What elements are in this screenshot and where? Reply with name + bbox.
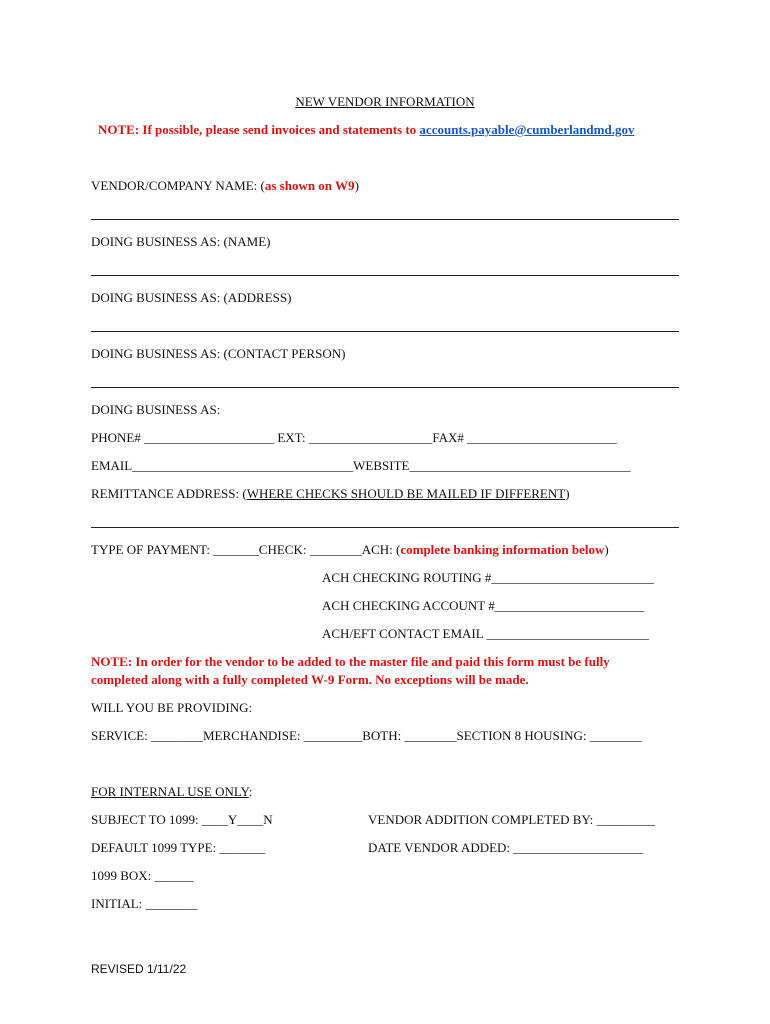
dba-address-label: DOING BUSINESS AS: (ADDRESS) — [91, 290, 292, 305]
providing-options-line[interactable]: SERVICE: ________MERCHANDISE: _________BOTH: ________SECTION 8 HOUSING: ________ — [91, 728, 642, 743]
vendor-name-hint: as shown on W9 — [264, 178, 355, 193]
vendor-name-close: ) — [354, 178, 359, 193]
payment-type-line[interactable] — [91, 542, 609, 558]
completion-note-line1: NOTE: In order for the vendor to be added to the master file and paid this form must be fully — [91, 654, 610, 669]
vendor-name-label — [91, 178, 359, 194]
revised-date: REVISED 1/11/22 — [91, 962, 187, 976]
ach-account-line[interactable]: ACH CHECKING ACCOUNT #_______________________ — [322, 598, 645, 613]
remittance-hint: WHERE CHECKS SHOULD BE MAILED IF DIFFERENT — [246, 486, 566, 501]
default-1099-line[interactable]: DEFAULT 1099 TYPE: _______ — [91, 840, 265, 855]
internal-use-heading — [91, 784, 252, 800]
dba-contact-blank[interactable] — [91, 387, 679, 388]
ach-routing-line[interactable]: ACH CHECKING ROUTING #_________________________ — [322, 570, 654, 585]
completion-note-line2: completed along with a fully completed W-9 Form. No exceptions will be made. — [91, 672, 529, 687]
remittance-close: ) — [565, 486, 570, 501]
remittance-blank[interactable] — [91, 527, 679, 528]
form-title: NEW VENDOR INFORMATION — [295, 94, 475, 109]
remittance-label — [91, 486, 570, 502]
payment-type-text: TYPE OF PAYMENT: _______CHECK: ________ACH: ( — [91, 542, 401, 557]
initial-line[interactable]: INITIAL: ________ — [91, 896, 198, 911]
vendor-name-blank[interactable] — [91, 219, 679, 220]
dba-name-blank[interactable] — [91, 275, 679, 276]
dba-name-label: DOING BUSINESS AS: (NAME) — [91, 234, 271, 249]
invoice-note-text: NOTE: If possible, please send invoices and statements to — [98, 122, 420, 137]
completed-by-line[interactable]: VENDOR ADDITION COMPLETED BY: _________ — [368, 812, 655, 827]
payment-type-close: ) — [604, 542, 609, 557]
internal-use-heading-text: FOR INTERNAL USE ONLY — [91, 784, 249, 799]
box-1099-line[interactable]: 1099 BOX: ______ — [91, 868, 194, 883]
ach-contact-email-line[interactable]: ACH/EFT CONTACT EMAIL _________________________ — [322, 626, 649, 641]
vendor-name-text: VENDOR/COMPANY NAME: ( — [91, 178, 265, 193]
providing-label: WILL YOU BE PROVIDING: — [91, 700, 253, 715]
dba-contact-label: DOING BUSINESS AS: (CONTACT PERSON) — [91, 346, 346, 361]
subject-1099-line[interactable]: SUBJECT TO 1099: ____Y____N — [91, 812, 273, 827]
payment-type-hint: complete banking information below — [400, 542, 605, 557]
phone-ext-fax-line[interactable]: PHONE# ____________________ EXT: ___________________FAX# _______________________ — [91, 430, 617, 445]
internal-use-heading-colon: : — [248, 784, 253, 799]
accounts-payable-email-link[interactable]: accounts.payable@cumberlandmd.gov — [419, 122, 635, 137]
email-website-line[interactable]: EMAIL__________________________________WEBSITE__________________________________ — [91, 458, 631, 473]
dba-address-blank[interactable] — [91, 331, 679, 332]
date-added-line[interactable]: DATE VENDOR ADDED: ____________________ — [368, 840, 644, 855]
remittance-text: REMITTANCE ADDRESS: ( — [91, 486, 247, 501]
dba-label: DOING BUSINESS AS: — [91, 402, 221, 417]
invoice-note — [98, 122, 634, 138]
